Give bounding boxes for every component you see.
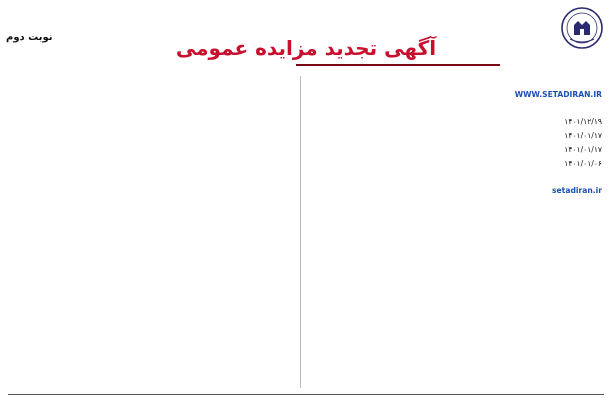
column-divider <box>300 76 301 388</box>
body-left-paragraph-7 <box>8 158 294 171</box>
body-left-paragraph-3 <box>8 102 294 115</box>
body-left-paragraph-9 <box>8 186 294 199</box>
setad-final-line <box>306 184 602 197</box>
body-left-paragraph-5 <box>8 130 294 143</box>
deadline-value: ۱۴۰۱/۱۲/۱۹ <box>564 117 602 126</box>
deadline-item <box>306 115 602 128</box>
body-left-paragraph-2 <box>8 88 294 101</box>
notice-body-left <box>8 74 294 392</box>
body-left-paragraph-1 <box>8 74 294 87</box>
deadline-item <box>306 129 602 142</box>
title-wrap <box>0 36 612 60</box>
deadline-value: ۱۴۰۱/۰۱/۰۶ <box>564 159 602 168</box>
notice-body-right <box>306 74 602 392</box>
deadline-item <box>306 157 602 170</box>
notice-title: آگهی تجدید مزایده عمومی <box>175 36 437 60</box>
body-right-paragraph-2 <box>306 101 602 114</box>
setad-link[interactable]: WWW.SETADIRAN.IR <box>514 90 602 99</box>
body-left-paragraph-8 <box>8 172 294 185</box>
title-underline <box>296 64 500 66</box>
deadline-value: ۱۴۰۱/۰۱/۱۷ <box>564 131 602 140</box>
deadline-item <box>306 171 602 184</box>
publication-round: نوبت دوم <box>6 32 53 43</box>
setad-paragraph <box>306 88 602 101</box>
deadline-value: ۱۴۰۱/۰۱/۱۷ <box>564 145 602 154</box>
body-right-paragraph-1 <box>306 74 602 87</box>
deadline-item <box>306 143 602 156</box>
body-left-paragraph-6 <box>8 144 294 157</box>
setad-final-link[interactable]: setadiran.ir <box>552 186 602 195</box>
signature-rule <box>8 394 604 395</box>
municipality-emblem-icon <box>560 6 604 50</box>
body-left-paragraph-4 <box>8 116 294 129</box>
